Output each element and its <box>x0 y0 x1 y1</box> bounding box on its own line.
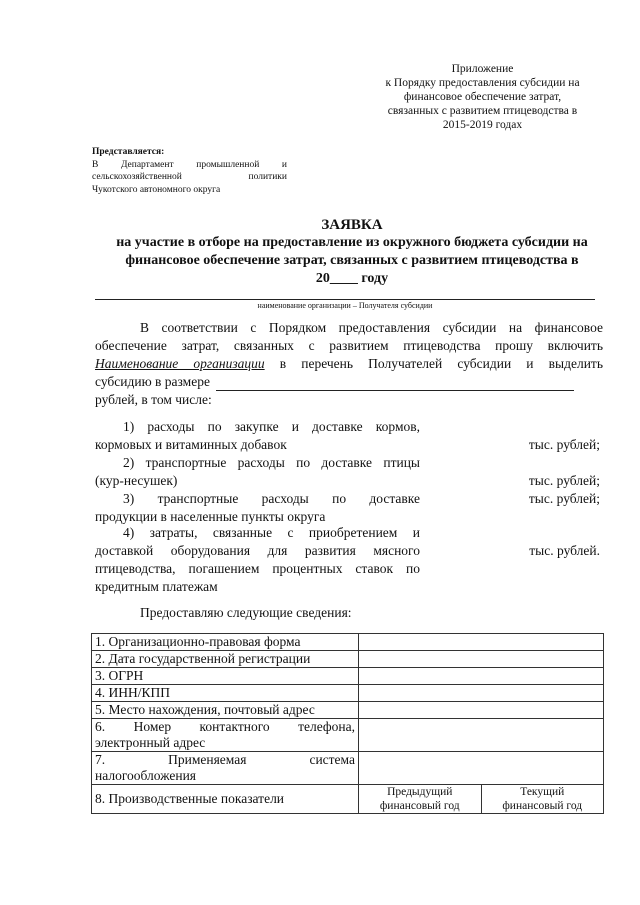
subsidy-amount-label: субсидию в размере <box>95 374 210 389</box>
expense-text: 3) транспортные расходы по доставке <box>123 491 420 506</box>
expense-unit: тыс. рублей; <box>528 473 600 488</box>
intro-line: обеспечение затрат, связанных с развитием птицеводства прошу включить <box>95 338 603 353</box>
table-row <box>92 752 604 785</box>
appendix-line: Приложение <box>451 63 514 75</box>
row-label-contact <box>92 719 359 752</box>
intro-line-4 <box>95 373 603 391</box>
recipient-line: сельскохозяйственной политики <box>92 172 287 182</box>
table-row <box>92 785 604 814</box>
table-row <box>92 651 604 668</box>
expense-text: кормовых и витаминных добавок <box>95 437 287 452</box>
column-header-previous-year <box>359 785 482 814</box>
recipient-label: Представляется: <box>92 147 165 157</box>
row-value-cell[interactable] <box>359 702 604 719</box>
expense-item <box>95 418 605 454</box>
header-line: Текущий <box>520 786 565 798</box>
column-header-current-year <box>481 785 604 814</box>
expense-item <box>95 454 605 490</box>
row-value-cell[interactable] <box>359 651 604 668</box>
info-table <box>91 633 604 814</box>
appendix-note <box>355 62 610 132</box>
expense-item <box>95 490 605 526</box>
appendix-line: 2015-2019 годах <box>442 119 523 131</box>
expense-text: 2) транспортные расходы по доставке птицы <box>123 455 420 470</box>
title-line: на участие в отборе на предоставление из окружного бюджета субсидии на <box>116 235 588 250</box>
row-value-cell[interactable] <box>359 668 604 685</box>
table-row <box>92 702 604 719</box>
expense-text: 4) затраты, связанные с приобретением и <box>123 525 420 540</box>
organization-caption: наименование организации – Получателя субсидии <box>257 301 433 310</box>
title-main: ЗАЯВКА <box>321 217 383 233</box>
row-label: 5. Место нахождения, почтовый адрес <box>92 702 359 719</box>
row-label-line: 6. Номер контактного телефона, <box>95 719 355 734</box>
intro-line-3 <box>95 355 603 373</box>
row-value-cell[interactable] <box>359 752 604 785</box>
organization-name-line[interactable] <box>95 299 595 300</box>
organization-name-placeholder: Наименование организации <box>95 356 265 371</box>
title-line: 20____ году <box>315 271 389 286</box>
row-label: 1. Организационно-правовая форма <box>92 634 359 651</box>
appendix-line: связанных с развитием птицеводства в <box>387 105 578 117</box>
header-line: финансовый год <box>379 800 460 812</box>
expense-item <box>95 524 605 596</box>
document-title <box>92 216 612 288</box>
appendix-line: финансовое обеспечение затрат, <box>403 91 562 103</box>
recipient-line: В Департамент промышленной и <box>92 159 287 170</box>
expense-unit: тыс. рублей. <box>529 543 600 558</box>
provide-label: Предоставляю следующие сведения: <box>140 605 352 620</box>
expense-text: кредитным платежам <box>95 579 218 594</box>
row-value-cell[interactable] <box>359 719 604 752</box>
table-row <box>92 668 604 685</box>
header-line: финансовый год <box>502 800 583 812</box>
table-row <box>92 634 604 651</box>
expense-text: (кур-несушек) <box>95 473 178 488</box>
row-label-line: электронный адрес <box>95 735 206 750</box>
expense-text: продукции в населенные пункты округа <box>95 509 326 524</box>
row-label: 4. ИНН/КПП <box>92 685 359 702</box>
row-label: 8. Производственные показатели <box>92 785 359 814</box>
expense-text: 1) расходы по закупке и доставке кормов, <box>123 419 420 434</box>
expense-unit: тыс. рублей; <box>528 491 600 506</box>
appendix-line: к Порядку предоставления субсидии на <box>385 77 580 89</box>
row-label: 2. Дата государственной регистрации <box>92 651 359 668</box>
row-label-tax <box>92 752 359 785</box>
intro-line: рублей, в том числе: <box>95 392 212 407</box>
table-row <box>92 719 604 752</box>
intro-paragraph <box>95 319 603 409</box>
intro-line-rest: в перечень Получателей субсидии и выделить <box>264 356 603 371</box>
row-label-line: налогообложения <box>95 768 197 783</box>
title-line: финансовое обеспечение затрат, связанных с развитием птицеводства в <box>125 253 579 268</box>
intro-line: В соответствии с Порядком предоставления субсидии на финансовое <box>140 320 603 335</box>
expense-unit: тыс. рублей; <box>528 437 600 452</box>
row-value-cell[interactable] <box>359 634 604 651</box>
recipient-line: Чукотского автономного округа <box>92 184 221 195</box>
row-label-line: 7. Применяемая система <box>95 752 355 767</box>
row-value-cell[interactable] <box>359 685 604 702</box>
expense-text: птицеводства, погашением процентных ставок по <box>95 561 420 576</box>
header-line: Предыдущий <box>387 786 453 798</box>
row-label: 3. ОГРН <box>92 668 359 685</box>
expense-text: доставкой оборудования для развития мясного <box>95 543 420 558</box>
table-row <box>92 685 604 702</box>
subsidy-amount-field[interactable] <box>216 376 574 391</box>
recipient-block <box>92 146 287 196</box>
